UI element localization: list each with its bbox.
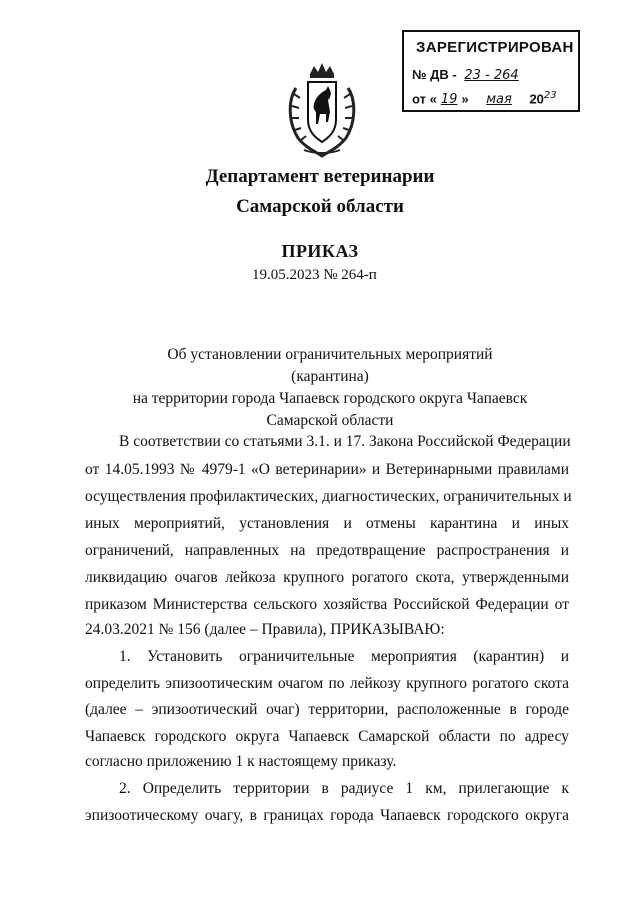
stamp-number-line [412, 67, 523, 83]
body-line: осуществления профилактических, диагностических, ограничительных и [85, 488, 572, 505]
body-line: приказом Министерства сельского хозяйства Российской Федерации от [85, 596, 569, 613]
department-name-line2: Самарской области [236, 196, 404, 217]
body-line: 24.03.2021 № 156 (далее – Правила), ПРИКАЗЫВАЮ: [85, 621, 445, 638]
stamp-title: ЗАРЕГИСТРИРОВАН [416, 39, 574, 56]
subject-line: на территории города Чапаевск городского округа Чапаевск [132, 390, 528, 407]
body-line: эпизоотическому очагу, в границах города Чапаевск городского округа [85, 807, 569, 824]
body-line: (далее – эпизоотический очаг) территории, расположенные в городе [85, 701, 569, 718]
body-line: ограничений, направленных на предотвращение распространения и [85, 542, 569, 559]
document-type: ПРИКАЗ [281, 241, 359, 261]
coat-of-arms-emblem [286, 60, 358, 160]
stamp-number-value: 23 - 264 [464, 68, 519, 83]
department-name-line1: Департамент ветеринарии [205, 166, 435, 187]
document-date-number: 19.05.2023 № 264-п [252, 267, 377, 283]
subject-line: Самарской области [266, 412, 394, 429]
body-line: 2. Определить территории в радиусе 1 км, прилегающие к [119, 780, 569, 797]
body-line: В соответствии со статьями 3.1. и 17. Закона Российской Федерации [119, 433, 571, 450]
body-line: 1. Установить ограничительные мероприятия (карантин) и [119, 648, 569, 665]
body-line: ликвидацию очагов лейкоза крупного рогатого скота, утвержденными [85, 569, 569, 586]
stamp-year-label: 20 [529, 91, 544, 107]
stamp-date-line [412, 90, 557, 107]
body-line: согласно приложению 1 к настоящему приказу. [85, 753, 397, 770]
stamp-date-mid: » [461, 91, 469, 107]
subject-line: Об установлении ограничительных мероприятий (карантина) [167, 346, 493, 385]
stamp-year-value: 23 [543, 90, 557, 101]
stamp-date-day: 19 [440, 92, 458, 108]
document-subject [130, 344, 530, 432]
body-line: иных мероприятий, установления и отмены карантина и иных [85, 515, 569, 532]
stamp-date-prefix: от « [412, 91, 437, 107]
body-line: от 14.05.1993 № 4979-1 «О ветеринарии» и Ветеринарными правилами [85, 461, 569, 478]
stamp-date-month: мая [486, 92, 512, 108]
stamp-number-label: № ДВ - [412, 67, 457, 82]
registration-stamp [402, 30, 580, 112]
body-line: Чапаевск городского округа Чапаевск Самарской области по адресу [85, 728, 569, 745]
body-line: определить эпизоотическим очагом по лейкозу крупного рогатого скота [85, 675, 569, 692]
